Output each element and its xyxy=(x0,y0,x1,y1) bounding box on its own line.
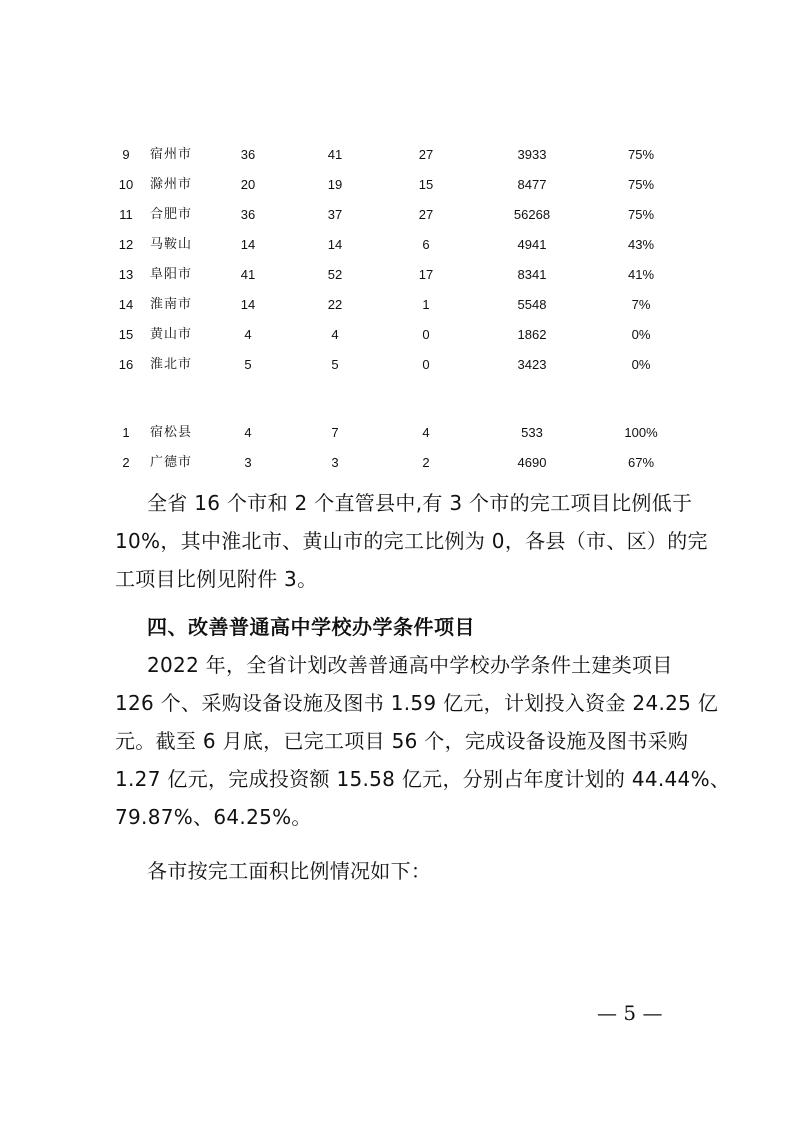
row-index: 10 xyxy=(118,177,134,192)
row-value-d: 533 xyxy=(521,425,543,440)
row-value-d: 4941 xyxy=(517,237,547,252)
row-value-a: 20 xyxy=(240,177,256,192)
table-row xyxy=(0,200,793,230)
row-index: 13 xyxy=(118,267,134,282)
paragraph-line: 10%，其中淮北市、黄山市的完工比例为 0，各县（市、区）的完 xyxy=(115,529,708,553)
row-city: 黄山市 xyxy=(150,327,193,342)
row-value-c: 17 xyxy=(418,267,434,282)
row-value-b: 41 xyxy=(327,147,343,162)
row-value-a: 4 xyxy=(244,425,252,440)
row-city: 阜阳市 xyxy=(150,267,193,282)
row-percent: 75% xyxy=(627,207,655,222)
row-value-a: 3 xyxy=(244,455,252,470)
row-city: 宿松县 xyxy=(150,425,193,440)
row-percent: 43% xyxy=(627,237,655,252)
row-percent: 41% xyxy=(627,267,655,282)
row-index: 14 xyxy=(118,297,134,312)
row-city: 滁州市 xyxy=(150,177,193,192)
table-row xyxy=(0,140,793,170)
row-value-a: 41 xyxy=(240,267,256,282)
row-value-c: 1 xyxy=(422,297,430,312)
row-value-a: 36 xyxy=(240,207,256,222)
row-value-c: 15 xyxy=(418,177,434,192)
table-row xyxy=(0,418,793,448)
row-value-b: 14 xyxy=(327,237,343,252)
row-value-d: 5548 xyxy=(517,297,547,312)
highschool-paragraph xyxy=(115,646,731,836)
row-value-b: 22 xyxy=(327,297,343,312)
row-value-c: 6 xyxy=(422,237,430,252)
row-city: 宿州市 xyxy=(150,147,193,162)
row-index: 2 xyxy=(122,455,130,470)
table-row xyxy=(0,350,793,380)
row-value-a: 14 xyxy=(240,297,256,312)
table-row xyxy=(0,170,793,200)
row-city: 合肥市 xyxy=(150,207,193,222)
row-value-c: 0 xyxy=(422,357,430,372)
row-value-a: 36 xyxy=(240,147,256,162)
row-value-d: 3423 xyxy=(517,357,547,372)
paragraph-line: 元。截至 6 月底，已完工项目 56 个，完成设备设施及图书采购 xyxy=(115,729,689,753)
row-value-c: 4 xyxy=(422,425,430,440)
row-value-c: 0 xyxy=(422,327,430,342)
row-percent: 7% xyxy=(631,297,651,312)
table-row xyxy=(0,320,793,350)
row-value-d: 3933 xyxy=(517,147,547,162)
row-value-b: 37 xyxy=(327,207,343,222)
row-index: 11 xyxy=(119,207,133,222)
row-value-b: 19 xyxy=(327,177,343,192)
row-value-d: 8341 xyxy=(517,267,547,282)
page-number: — 5 — xyxy=(597,1001,663,1025)
row-city: 淮南市 xyxy=(150,297,193,312)
row-value-b: 3 xyxy=(331,455,339,470)
row-city: 广德市 xyxy=(150,455,193,470)
row-value-c: 2 xyxy=(422,455,430,470)
row-value-c: 27 xyxy=(418,207,434,222)
row-index: 9 xyxy=(122,147,130,162)
table-row xyxy=(0,230,793,260)
row-value-b: 4 xyxy=(331,327,339,342)
paragraph-line: 工项目比例见附件 3。 xyxy=(115,567,318,591)
table-row xyxy=(0,290,793,320)
row-value-d: 1862 xyxy=(517,327,547,342)
paragraph-line: 2022 年，全省计划改善普通高中学校办学条件土建类项目 xyxy=(147,653,673,677)
row-value-d: 4690 xyxy=(517,455,547,470)
row-percent: 100% xyxy=(624,425,658,440)
row-percent: 75% xyxy=(627,147,655,162)
table-row xyxy=(0,260,793,290)
summary-paragraph xyxy=(115,484,708,598)
row-value-a: 4 xyxy=(244,327,252,342)
row-index: 16 xyxy=(118,357,134,372)
row-value-a: 5 xyxy=(244,357,252,372)
row-city: 淮北市 xyxy=(150,357,193,372)
table-row xyxy=(0,448,793,478)
row-index: 12 xyxy=(118,237,134,252)
row-value-b: 7 xyxy=(331,425,339,440)
paragraph-line: 79.87%、64.25%。 xyxy=(115,805,312,829)
row-value-c: 27 xyxy=(418,147,434,162)
row-index: 15 xyxy=(118,327,134,342)
paragraph-line: 126 个、采购设备设施及图书 1.59 亿元，计划投入资金 24.25 亿 xyxy=(115,691,719,715)
paragraph-line: 全省 16 个市和 2 个直管县中,有 3 个市的完工项目比例低于 xyxy=(147,491,693,515)
paragraph-line: 1.27 亿元，完成投资额 15.58 亿元，分别占年度计划的 44.44%、 xyxy=(115,767,731,791)
row-percent: 75% xyxy=(627,177,655,192)
section-heading: 四、改善普通高中学校办学条件项目 xyxy=(147,615,475,639)
row-percent: 67% xyxy=(627,455,655,470)
row-value-b: 5 xyxy=(331,357,339,372)
row-value-d: 56268 xyxy=(513,207,551,222)
intro-paragraph xyxy=(115,852,679,890)
row-city: 马鞍山 xyxy=(150,237,193,252)
row-value-d: 8477 xyxy=(517,177,547,192)
row-value-a: 14 xyxy=(240,237,256,252)
row-percent: 0% xyxy=(631,327,651,342)
row-percent: 0% xyxy=(631,357,651,372)
row-value-b: 52 xyxy=(327,267,343,282)
row-index: 1 xyxy=(122,425,130,440)
paragraph-line: 各市按完工面积比例情况如下： xyxy=(147,859,432,883)
